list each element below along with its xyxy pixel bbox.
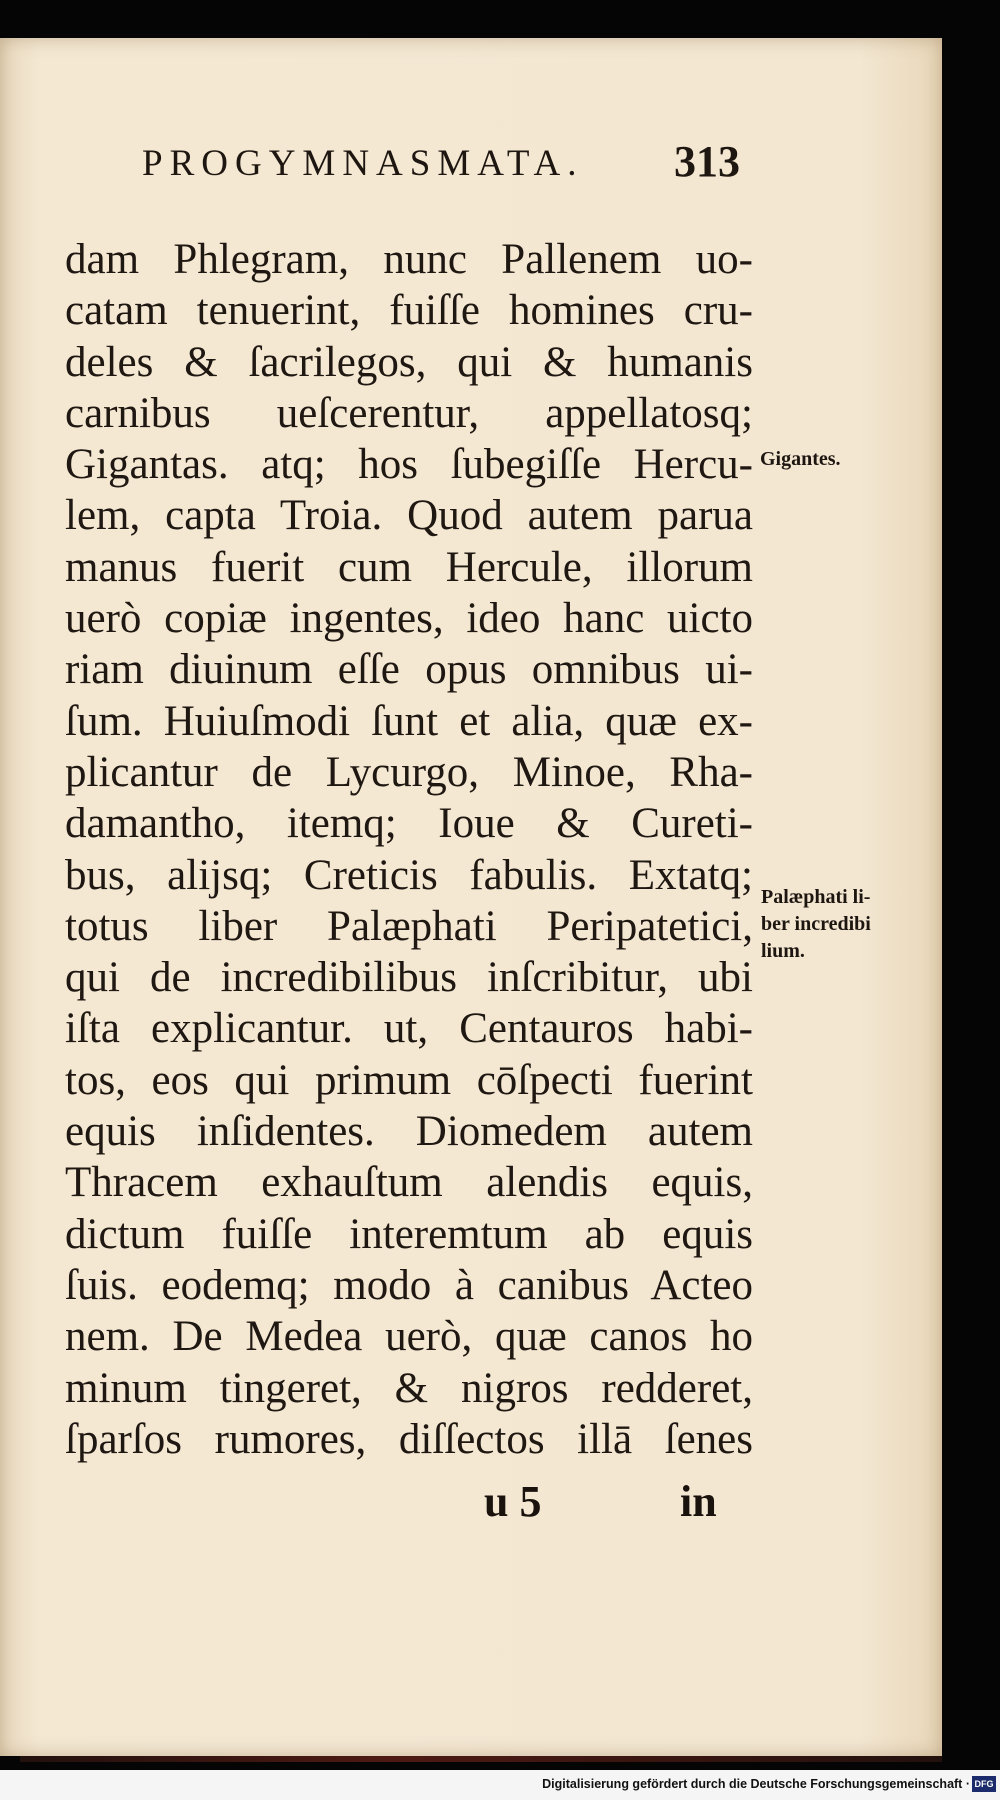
- funding-credit: Digitalisierung gefördert durch die Deutsche Forschungsgemeinschaft ·: [542, 1777, 970, 1791]
- text-line: damantho, itemq; Ioue & Cureti-: [65, 800, 753, 848]
- signature-mark: u 5: [484, 1477, 542, 1526]
- text-line: riam diuinum eſſe opus omnibus ui-: [65, 646, 753, 694]
- catchline: [0, 1474, 942, 1534]
- page-header: [0, 134, 942, 194]
- marginal-note-gigantes: [760, 446, 841, 473]
- text-line: nem. De Medea uerò, quæ canos ho: [65, 1313, 753, 1361]
- text-line: equis inſidentes. Diomedem autem: [65, 1108, 753, 1156]
- text-line: deles & ſacrilegos, qui & humanis: [65, 338, 753, 386]
- text-line: totus liber Palæphati Peripatetici,: [65, 902, 753, 950]
- marginal-note-line: ber incredibi: [761, 913, 871, 935]
- dfg-logo-icon: DFG: [972, 1776, 996, 1792]
- text-line: dam Phlegram, nunc Pallenem uo-: [65, 236, 753, 283]
- marginal-note-line: Gigantes.: [760, 448, 841, 470]
- text-line: ſuis. eodemq; modo à canibus Acteo: [65, 1261, 753, 1309]
- text-line: iſta explicantur. ut, Centauros habi-: [65, 1005, 753, 1053]
- text-line: ſparſos rumores, diſſectos illā ſenes: [65, 1415, 753, 1463]
- text-line: catam tenuerint, fuiſſe homines cru-: [65, 287, 753, 335]
- main-text-block: [65, 234, 753, 1465]
- book-page: [0, 38, 942, 1756]
- color-bar-divider: [20, 1756, 942, 1762]
- page-number: 313: [674, 137, 740, 186]
- text-line: dictum fuiſſe interemtum ab equis: [65, 1210, 753, 1258]
- marginal-note-line: Palæphati li-: [761, 886, 871, 908]
- text-line: lem, capta Troia. Quod autem parua: [65, 492, 753, 540]
- marginal-note-palaephati: [761, 884, 871, 965]
- text-line: qui de incredibilibus inſcribitur, ubi: [65, 954, 753, 1002]
- text-line: carnibus ueſcerentur, appellatosq;: [65, 389, 753, 437]
- text-line: uerò copiæ ingentes, ideo hanc uicto: [65, 595, 753, 643]
- text-line: ſum. Huiuſmodi ſunt et alia, quæ ex-: [65, 697, 753, 745]
- text-line: minum tingeret, & nigros redderet,: [65, 1364, 753, 1412]
- text-line: bus, alijsq; Creticis fabulis. Extatq;: [65, 851, 753, 899]
- catchword: in: [680, 1477, 717, 1526]
- text-line: Thracem exhauſtum alendis equis,: [65, 1159, 753, 1207]
- marginal-note-line: lium.: [761, 940, 805, 962]
- running-title: PROGYMNASMATA.: [142, 143, 584, 184]
- footer-bar: [0, 1770, 1000, 1800]
- text-line: manus fuerit cum Hercule, illorum: [65, 543, 753, 591]
- text-line: plicantur de Lycurgo, Minoe, Rha-: [65, 748, 753, 796]
- text-line: Gigantas. atq; hos ſubegiſſe Hercu-: [65, 441, 753, 489]
- text-line: tos, eos qui primum cōſpecti fuerint: [65, 1056, 753, 1104]
